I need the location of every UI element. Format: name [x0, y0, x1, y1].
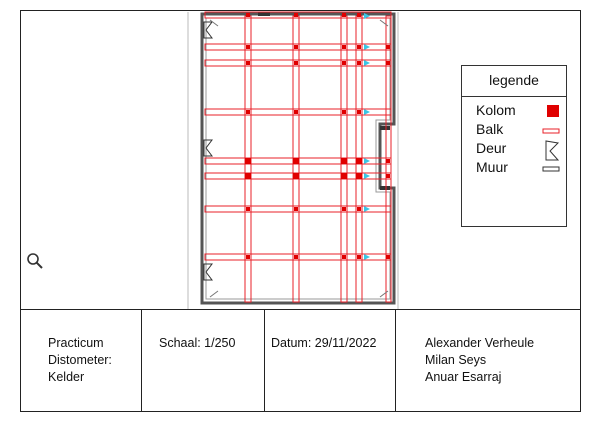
scale-cell: [142, 310, 265, 412]
measure-marker-icon: [364, 44, 370, 50]
legend-item-kolom: [476, 102, 560, 122]
project-cell: [20, 310, 142, 412]
column: [246, 45, 250, 49]
wall-opening-marker: [380, 126, 390, 130]
column: [245, 158, 251, 164]
column: [342, 13, 346, 17]
authors-cell: [396, 310, 581, 412]
wall-opening-marker: [258, 12, 270, 16]
project-line: Practicum: [48, 336, 104, 350]
column: [357, 207, 361, 211]
column: [294, 61, 298, 65]
column: [357, 110, 361, 114]
column: [294, 110, 298, 114]
column: [342, 110, 346, 114]
column-square-icon: [546, 105, 560, 119]
author-name: Alexander Verheule: [425, 336, 535, 350]
column: [294, 45, 298, 49]
column: [342, 255, 346, 259]
legend-item-deur: [476, 140, 560, 160]
column: [356, 173, 362, 179]
scale-text: Schaal: 1/250: [159, 336, 236, 350]
column: [357, 255, 361, 259]
column: [386, 255, 390, 259]
wall-opening-marker: [380, 186, 390, 190]
magnifier-icon[interactable]: [26, 252, 44, 270]
column: [294, 255, 298, 259]
corner-mark: [380, 291, 388, 297]
column: [357, 61, 361, 65]
measure-marker-icon: [364, 60, 370, 66]
legend-label: Balk: [476, 121, 504, 137]
wall-bar-icon: [542, 163, 560, 177]
column: [342, 45, 346, 49]
author-name: Milan Seys: [425, 353, 487, 367]
column: [246, 110, 250, 114]
measure-marker-icon: [364, 206, 370, 212]
door-swing-icon: [204, 140, 212, 156]
author-name: Anuar Esarraj: [425, 370, 502, 384]
measure-marker-icon: [364, 158, 370, 164]
corner-mark: [210, 291, 218, 297]
column: [342, 61, 346, 65]
project-line: Kelder: [48, 370, 85, 384]
legend-label: Deur: [476, 140, 507, 156]
date-cell: [265, 310, 396, 412]
column: [293, 158, 299, 164]
column: [357, 13, 361, 17]
legend-label: Muur: [476, 159, 508, 175]
column: [341, 158, 347, 164]
column: [294, 207, 298, 211]
legend-item-muur: [476, 159, 560, 179]
date-text: Datum: 29/11/2022: [271, 336, 377, 350]
legend-item-balk: [476, 121, 560, 141]
legend-label: Kolom: [476, 102, 516, 118]
column: [386, 174, 390, 178]
measure-marker-icon: [364, 254, 370, 260]
column: [246, 207, 250, 211]
measure-marker-icon: [364, 173, 370, 179]
door-swing-icon: [204, 264, 212, 280]
column: [293, 173, 299, 179]
column: [342, 207, 346, 211]
column: [386, 159, 390, 163]
column: [356, 158, 362, 164]
legend-title: legende: [462, 66, 566, 97]
corner-mark: [380, 20, 388, 26]
column: [246, 61, 250, 65]
project-line: Distometer:: [48, 353, 112, 367]
door-swing-icon: [204, 22, 212, 38]
measure-marker-icon: [364, 109, 370, 115]
column: [245, 173, 251, 179]
title-block: [20, 309, 581, 412]
column: [386, 61, 390, 65]
legend-box: [461, 65, 567, 227]
column: [357, 45, 361, 49]
column: [341, 173, 347, 179]
column: [386, 45, 390, 49]
beam-bar-icon: [542, 125, 560, 139]
column: [246, 13, 250, 17]
column: [246, 255, 250, 259]
column: [294, 13, 298, 17]
